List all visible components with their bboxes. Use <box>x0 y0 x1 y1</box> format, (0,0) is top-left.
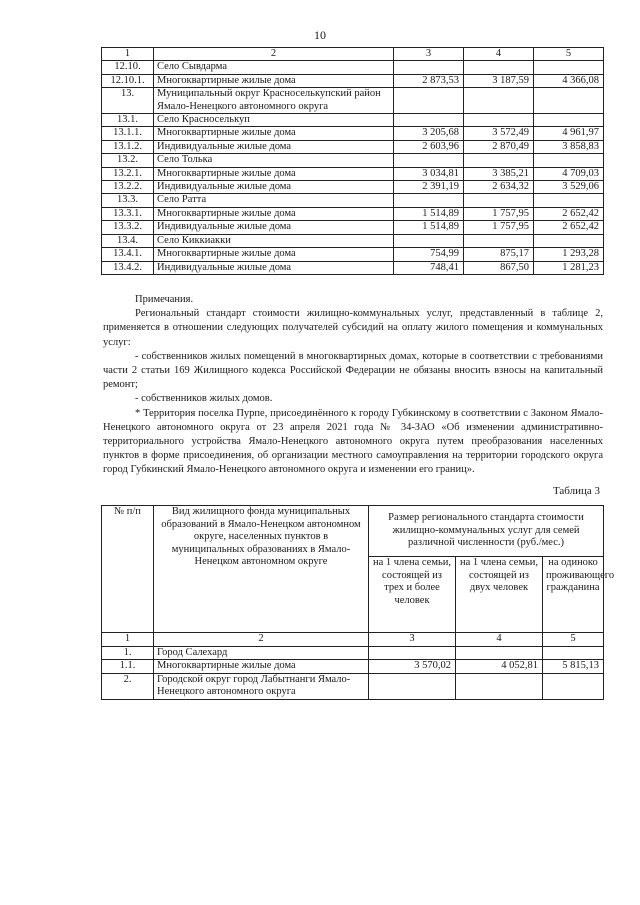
cell-code: 2. <box>102 673 154 699</box>
header-sub-3: на одиноко проживающего гражданина <box>543 557 604 633</box>
cell-v3: 3 858,83 <box>534 140 604 153</box>
cell-name: Село Красноселькуп <box>154 114 394 127</box>
cell-name: Село Ратта <box>154 194 394 207</box>
header-cell: 2 <box>154 48 394 61</box>
table-row <box>102 88 604 114</box>
table-row <box>102 207 604 220</box>
header-type: Вид жилищного фонда муниципальных образований в Ямало-Ненецком автономном округе, населенных пунктов в муниципальных образованиях в Ямало-Ненецком автономном округе <box>154 506 369 633</box>
table-3-caption: Таблица 3 <box>552 485 600 497</box>
cell-v2: 1 757,95 <box>464 221 534 234</box>
cell-v2: 4 052,81 <box>456 660 543 674</box>
table-row <box>102 167 604 180</box>
cell-name: Многоквартирные жилые дома <box>154 167 394 180</box>
cell-v1 <box>394 114 464 127</box>
cell-v3 <box>534 234 604 247</box>
cell-v1 <box>394 234 464 247</box>
cell-v3 <box>534 61 604 74</box>
cell-v2: 1 757,95 <box>464 207 534 220</box>
header-sub-1: на 1 члена семьи, состоящей из трех и более человек <box>369 557 456 633</box>
cell-v3: 4 709,03 <box>534 167 604 180</box>
cell-name: Многоквартирные жилые дома <box>154 207 394 220</box>
cell-v2: 2 634,32 <box>464 181 534 194</box>
table-row <box>102 61 604 74</box>
note-paragraph: - собственников жилых помещений в многоквартирных домах, которые в соответствии с требованиями части 2 статьи 169 Жилищного кодекса Российской Федерации не обязаны вносить взносы на капитальный ремонт; <box>103 350 603 391</box>
cell-name: Индивидуальные жилые дома <box>154 140 394 153</box>
cell-name: Многоквартирные жилые дома <box>154 660 369 674</box>
cell-v1 <box>394 194 464 207</box>
cell-v1 <box>394 61 464 74</box>
header-cell: 5 <box>543 633 604 647</box>
header-cell: 4 <box>464 48 534 61</box>
cell-name: Индивидуальные жилые дома <box>154 261 394 274</box>
cell-v2 <box>464 88 534 114</box>
cell-v1: 748,41 <box>394 261 464 274</box>
cell-code: 13.3. <box>102 194 154 207</box>
cell-v3: 1 281,23 <box>534 261 604 274</box>
cell-code: 13. <box>102 88 154 114</box>
cell-v1: 3 205,68 <box>394 127 464 140</box>
cell-code: 13.2.2. <box>102 181 154 194</box>
cell-v3: 2 652,42 <box>534 221 604 234</box>
cell-v3: 5 815,13 <box>543 660 604 674</box>
cell-v3 <box>543 673 604 699</box>
cell-v1 <box>369 673 456 699</box>
cell-v2 <box>464 114 534 127</box>
cell-v1 <box>394 154 464 167</box>
header-cell: 1 <box>102 48 154 61</box>
table-header-row <box>102 506 604 557</box>
cell-code: 12.10.1. <box>102 74 154 87</box>
table-3 <box>101 505 615 700</box>
cell-name: Индивидуальные жилые дома <box>154 181 394 194</box>
header-sub-2: на 1 члена семьи, состоящей из двух человек <box>456 557 543 633</box>
cell-v2 <box>464 154 534 167</box>
note-paragraph: * Территория поселка Пурпе, присоединённого к городу Губкинскому в соответствии с Законом Ямало-Ненецкого автономного округа от 23 апреля 2021 года № 34-ЗАО «Об изменении административно-территориального устройства Ямало-Ненецкого автономного округа путем преобразования населенных пунктов в форме присоединения, об организации местного самоуправления на территории городского округа город Губкинский Ямало-Ненецкого автономного округа и изменении его границ». <box>103 407 603 476</box>
notes-section <box>103 293 603 478</box>
table-colnum-row <box>102 633 604 647</box>
header-cell: 2 <box>154 633 369 647</box>
cell-v1: 1 514,89 <box>394 207 464 220</box>
table-row <box>102 261 604 274</box>
cell-code: 13.4.2. <box>102 261 154 274</box>
note-paragraph: Региональный стандарт стоимости жилищно-коммунальных услуг, представленный в таблице 2, применяется в отношении следующих получателей субсидий на оплату жилого помещения и коммунальных услуг: <box>103 308 603 348</box>
table-header-row <box>102 48 604 61</box>
cell-name: Город Салехард <box>154 646 369 660</box>
table-row <box>102 221 604 234</box>
cell-code: 1.1. <box>102 660 154 674</box>
cell-v3: 2 652,42 <box>534 207 604 220</box>
cell-v2: 867,50 <box>464 261 534 274</box>
header-cell: 4 <box>456 633 543 647</box>
table-row <box>102 234 604 247</box>
cell-name: Городской округ город Лабытнанги Ямало-Ненецкого автономного округа <box>154 673 369 699</box>
table-row <box>102 140 604 153</box>
cell-v1: 2 603,96 <box>394 140 464 153</box>
cell-v1: 2 873,53 <box>394 74 464 87</box>
page-number: 10 <box>314 28 326 42</box>
cell-v3 <box>534 194 604 207</box>
table-2-continuation <box>101 47 604 275</box>
cell-v3 <box>534 88 604 114</box>
cell-name: Село Сывдарма <box>154 61 394 74</box>
cell-v1: 3 570,02 <box>369 660 456 674</box>
cell-code: 13.2. <box>102 154 154 167</box>
cell-v1: 2 391,19 <box>394 181 464 194</box>
cell-v3 <box>534 114 604 127</box>
cell-v2 <box>464 234 534 247</box>
cell-v1 <box>394 88 464 114</box>
cell-code: 13.1. <box>102 114 154 127</box>
table-row <box>102 194 604 207</box>
cell-v3 <box>543 646 604 660</box>
table-row <box>102 114 604 127</box>
table-row <box>102 127 604 140</box>
cell-v2 <box>456 673 543 699</box>
cell-name: Село Толька <box>154 154 394 167</box>
cell-v3: 4 366,08 <box>534 74 604 87</box>
cell-code: 13.4.1. <box>102 248 154 261</box>
cell-code: 13.3.2. <box>102 221 154 234</box>
cell-name: Многоквартирные жилые дома <box>154 127 394 140</box>
note-paragraph: - собственников жилых домов. <box>135 393 273 405</box>
cell-code: 13.2.1. <box>102 167 154 180</box>
cell-v1: 1 514,89 <box>394 221 464 234</box>
cell-name: Многоквартирные жилые дома <box>154 248 394 261</box>
header-cell: 1 <box>102 633 154 647</box>
cell-v2: 875,17 <box>464 248 534 261</box>
table-row <box>102 154 604 167</box>
cell-code: 13.1.1. <box>102 127 154 140</box>
cell-v3 <box>534 154 604 167</box>
cell-name: Село Киккиакки <box>154 234 394 247</box>
cell-name: Многоквартирные жилые дома <box>154 74 394 87</box>
cell-v2: 2 870,49 <box>464 140 534 153</box>
header-cell: 5 <box>534 48 604 61</box>
cell-v3: 1 293,28 <box>534 248 604 261</box>
cell-v2 <box>456 646 543 660</box>
table-row <box>102 673 604 699</box>
table-row <box>102 660 604 674</box>
cell-code: 13.1.2. <box>102 140 154 153</box>
cell-v2 <box>464 61 534 74</box>
cell-v2 <box>464 194 534 207</box>
cell-code: 12.10. <box>102 61 154 74</box>
header-num: № п/п <box>102 506 154 633</box>
table-row <box>102 181 604 194</box>
header-cell: 3 <box>369 633 456 647</box>
cell-code: 1. <box>102 646 154 660</box>
cell-code: 13.4. <box>102 234 154 247</box>
table-row <box>102 74 604 87</box>
header-group: Размер регионального стандарта стоимости жилищно-коммунальных услуг для семей различной численности (руб./мес.) <box>369 506 604 557</box>
notes-title: Примечания. <box>135 294 194 305</box>
cell-v3: 3 529,06 <box>534 181 604 194</box>
cell-name: Индивидуальные жилые дома <box>154 221 394 234</box>
header-cell: 3 <box>394 48 464 61</box>
table-row <box>102 248 604 261</box>
cell-v2: 3 572,49 <box>464 127 534 140</box>
cell-v1 <box>369 646 456 660</box>
cell-v2: 3 187,59 <box>464 74 534 87</box>
cell-name: Муниципальный округ Красноселькупский район Ямало-Ненецкого автономного округа <box>154 88 394 114</box>
cell-v1: 3 034,81 <box>394 167 464 180</box>
cell-v1: 754,99 <box>394 248 464 261</box>
cell-v3: 4 961,97 <box>534 127 604 140</box>
table-row <box>102 646 604 660</box>
cell-code: 13.3.1. <box>102 207 154 220</box>
cell-v2: 3 385,21 <box>464 167 534 180</box>
